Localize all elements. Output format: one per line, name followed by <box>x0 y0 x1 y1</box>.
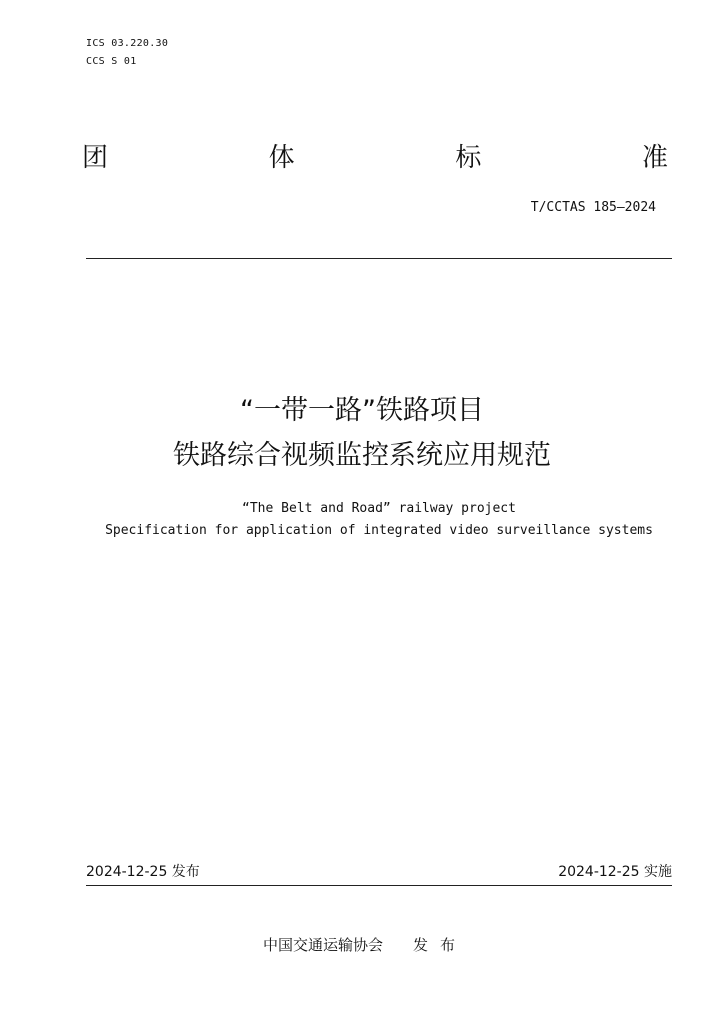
english-title-line-1: “The Belt and Road” railway project <box>242 501 516 516</box>
english-title-line-2: Specification for application of integrated video surveillance systems <box>105 523 653 538</box>
publisher-action: 发布 <box>413 936 468 954</box>
header-divider <box>86 258 672 259</box>
ics-code: ICS 03.220.30 <box>86 38 169 49</box>
standard-type-heading <box>82 140 668 176</box>
publisher-name: 中国交通运输协会 <box>263 936 384 954</box>
publisher-line <box>263 935 467 955</box>
ccs-code: CCS S 01 <box>86 56 137 67</box>
chinese-title-line-2: 铁路综合视频监控系统应用规范 <box>173 440 551 471</box>
standard-number: T/CCTAS 185—2024 <box>530 200 656 215</box>
chinese-title-line-1: “一带一路”铁路项目 <box>240 395 484 426</box>
implementation-date: 2024-12-25 实施 <box>558 864 672 880</box>
publish-date: 2024-12-25 发布 <box>86 864 200 880</box>
standard-type-char: 准 <box>641 143 668 173</box>
standard-type-char: 标 <box>455 143 482 173</box>
footer-divider <box>86 885 672 886</box>
standard-type-char: 体 <box>268 143 295 173</box>
standard-type-char: 团 <box>82 143 109 173</box>
